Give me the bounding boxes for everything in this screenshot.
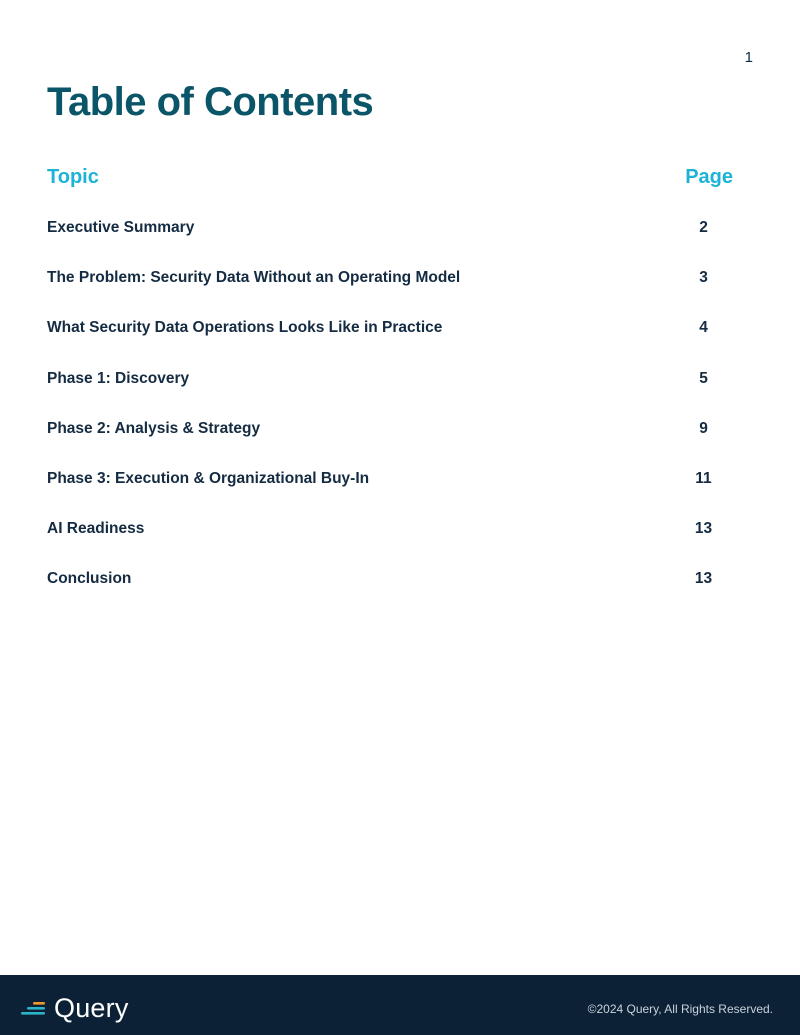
query-logo [20,993,129,1023]
logo-wordmark: Query [54,993,129,1023]
toc-entry-topic: What Security Data Operations Looks Like in Practice [47,319,443,337]
toc-entry-topic: Phase 3: Execution & Organizational Buy-In [47,469,370,487]
toc-entry[interactable] [47,419,733,469]
query-logo-mark-icon [20,994,56,1022]
toc-entry-page: 4 [699,319,708,337]
toc-entry[interactable] [47,218,733,268]
logo-teal-stroke [27,1007,45,1010]
toc-entry-page: 5 [699,369,708,387]
toc-entry[interactable] [47,469,733,519]
toc-entry-topic: AI Readiness [47,520,145,538]
toc-entry-page: 3 [699,269,708,287]
toc-list [47,218,733,620]
toc-entry[interactable] [47,268,733,318]
toc-entry[interactable] [47,569,733,619]
toc-entry-topic: Phase 2: Analysis & Strategy [47,419,261,437]
logo-orange-stroke [33,1002,45,1005]
toc-entry-topic: Executive Summary [47,219,195,236]
page-column-header: Page [685,166,733,188]
toc-header [47,166,733,189]
toc-entry[interactable] [47,369,733,419]
page-title: Table of Contents [47,80,374,124]
page-number: 1 [744,49,753,66]
toc-entry[interactable] [47,318,733,368]
toc-entry-page: 9 [699,419,708,437]
toc-entry[interactable] [47,519,733,569]
toc-entry-page: 2 [699,219,708,236]
toc-entry-page: 13 [694,520,713,538]
logo-teal-stroke-long [21,1012,45,1015]
toc-entry-page: 11 [695,469,712,487]
toc-entry-page: 13 [694,570,713,588]
toc-entry-topic: Phase 1: Discovery [47,369,190,387]
toc-entry-topic: The Problem: Security Data Without an Operating Model [47,269,461,287]
toc-entry-topic: Conclusion [47,570,132,588]
footer-bar [0,975,800,1035]
copyright-notice: ©2024 Query, All Rights Reserved. [587,1002,773,1016]
topic-column-header: Topic [47,166,99,188]
